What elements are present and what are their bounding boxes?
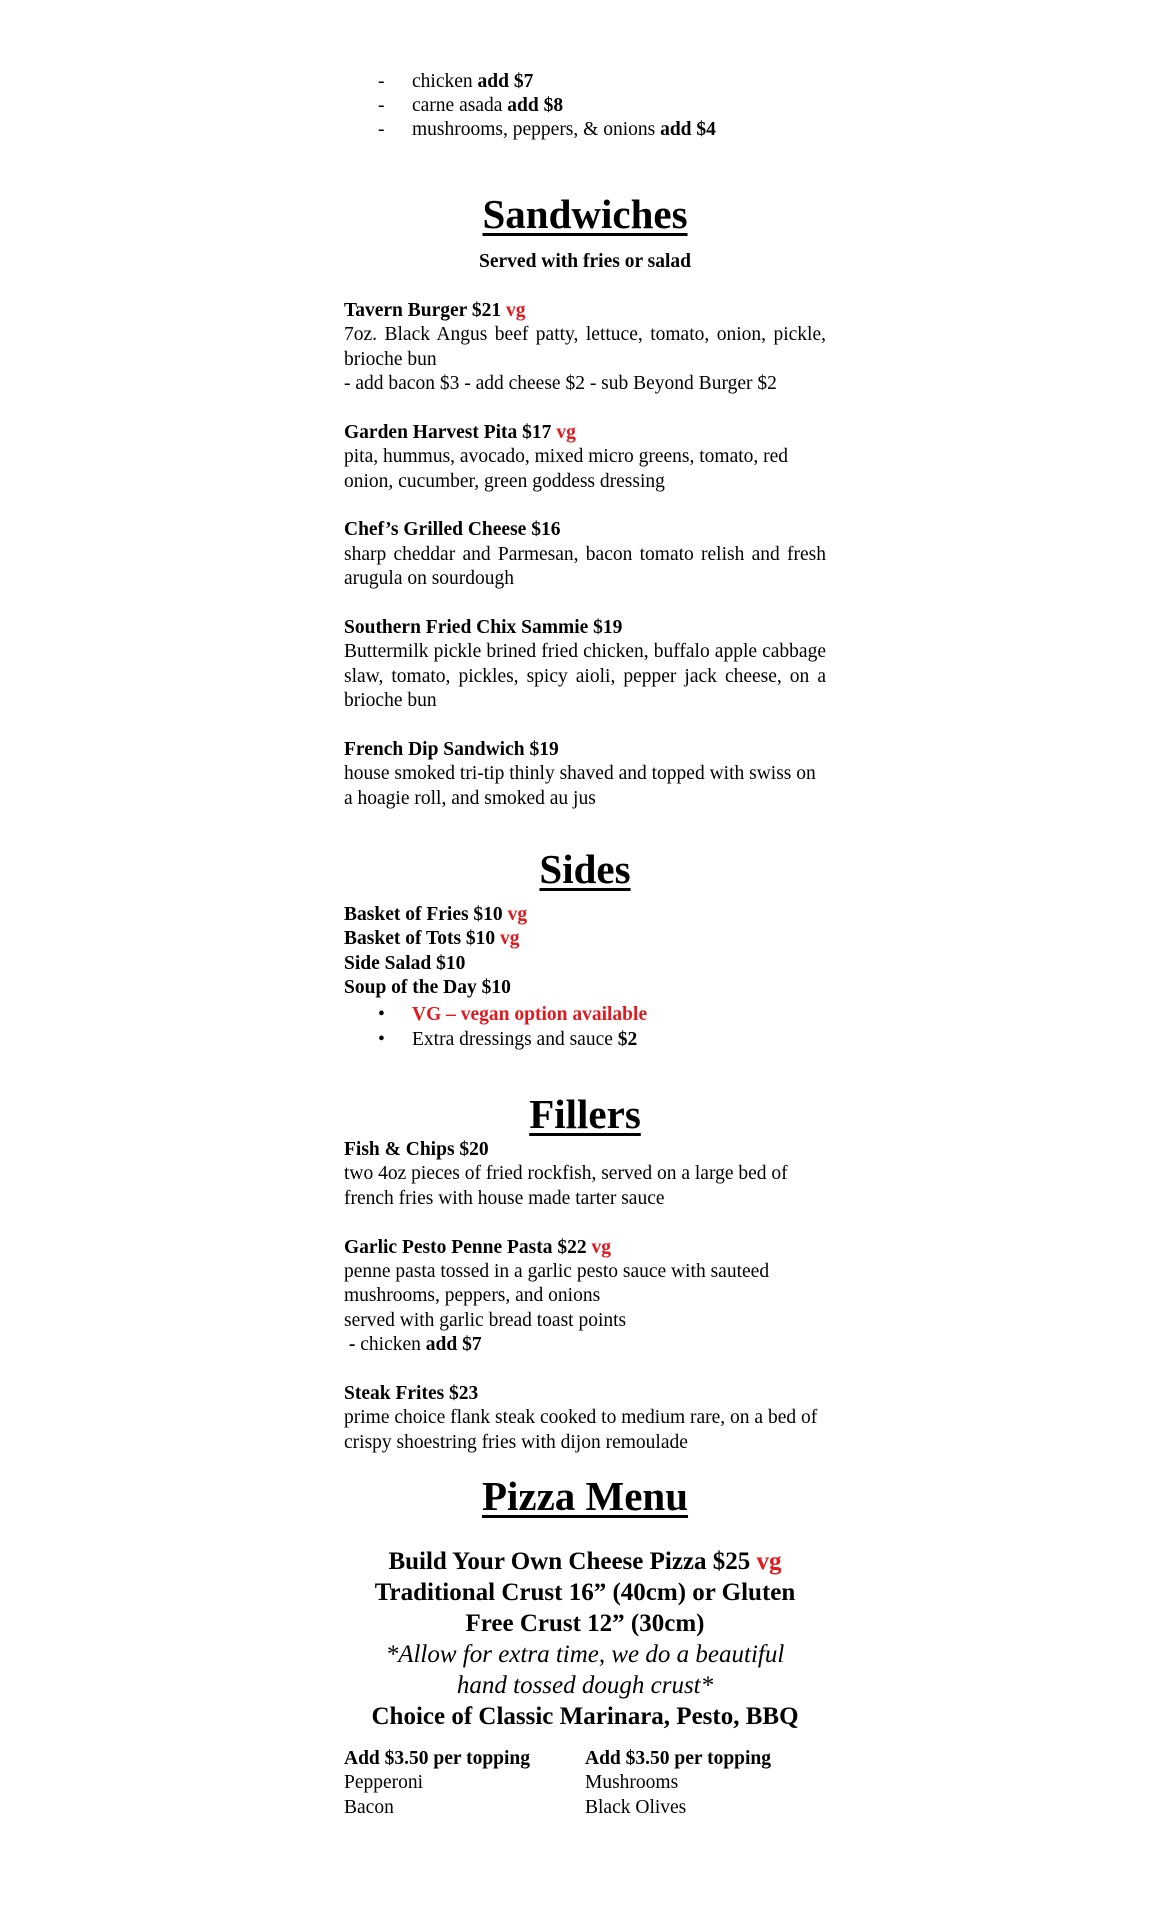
side-item: Soup of the Day $10 xyxy=(344,977,511,999)
menu-item xyxy=(344,421,826,494)
vegan-tag: vg xyxy=(756,1548,782,1575)
item-description: pita, hummus, avocado, mixed micro greens, tomato, red onion, cucumber, green goddess dressing xyxy=(344,446,789,492)
menu-item xyxy=(344,518,826,591)
sandwiches-section xyxy=(344,190,826,811)
item-title: Fish & Chips $20 xyxy=(344,1139,489,1160)
pizza-section xyxy=(344,1472,826,1820)
toppings-header: Add $3.50 per topping xyxy=(585,1748,772,1769)
item-addons: - add bacon $3 - add cheese $2 - sub Beyond Burger $2 xyxy=(344,373,777,395)
section-subtitle: Served with fries or salad xyxy=(479,251,691,272)
toppings-header: Add $3.50 per topping xyxy=(344,1748,531,1769)
item-title: French Dip Sandwich $19 xyxy=(344,739,559,761)
item-description: two 4oz pieces of fried rockfish, served on a large bed of french fries with house made tarter sauce xyxy=(344,1163,788,1209)
fillers-section xyxy=(344,1090,826,1455)
item-title: Southern Fried Chix Sammie $19 xyxy=(344,617,623,639)
dash-marker: - xyxy=(378,71,385,92)
item-title: Steak Frites $23 xyxy=(344,1383,479,1405)
addon-price: add $4 xyxy=(660,119,716,140)
vegan-tag: vg xyxy=(556,421,576,443)
bullet-marker: • xyxy=(378,1003,385,1025)
pizza-title: Build Your Own Cheese Pizza $25 xyxy=(388,1548,757,1575)
vegan-note: VG – vegan option available xyxy=(412,1003,648,1025)
addon-text: carne asada xyxy=(412,95,508,116)
sides-section xyxy=(344,845,826,1052)
item-title: Chef’s Grilled Cheese $16 xyxy=(344,519,561,541)
side-item: Side Salad $10 xyxy=(344,952,466,974)
menu-item xyxy=(344,738,826,811)
topping-item: Pepperoni xyxy=(344,1772,424,1794)
menu-item xyxy=(344,616,826,714)
item-description: 7oz. Black Angus beef patty, lettuce, tomato, onion, pickle, brioche bun xyxy=(344,324,826,370)
pizza-note: *Allow for extra time, we do a beautiful hand tossed dough crust* xyxy=(385,1641,785,1699)
menu-item xyxy=(344,299,826,397)
note-item xyxy=(344,1028,826,1052)
note-price: $2 xyxy=(617,1029,638,1051)
dash-marker: - xyxy=(378,95,385,116)
item-description: served with garlic bread toast points xyxy=(344,1309,627,1331)
item-title: Garden Harvest Pita $17 xyxy=(344,421,557,443)
dash-marker: - xyxy=(378,119,385,140)
menu-item xyxy=(344,1138,826,1211)
item-description: penne pasta tossed in a garlic pesto sauce with sauteed mushrooms, peppers, and onions xyxy=(344,1261,770,1307)
sauce-options: Choice of Classic Marinara, Pesto, BBQ xyxy=(371,1703,799,1730)
section-heading: Fillers xyxy=(529,1091,641,1137)
note-text: Extra dressings and sauce xyxy=(412,1029,618,1051)
vegan-tag: vg xyxy=(500,928,520,950)
side-item: Basket of Tots $10 xyxy=(344,928,501,950)
toppings-column-left xyxy=(344,1747,585,1820)
addon-price: add $7 xyxy=(425,1334,482,1356)
toppings-table xyxy=(344,1747,826,1820)
topping-item: Mushrooms xyxy=(585,1772,679,1794)
section-heading: Pizza Menu xyxy=(481,1473,689,1519)
toppings-column-right xyxy=(585,1747,826,1820)
vegan-tag: vg xyxy=(591,1236,611,1258)
item-title: Tavern Burger $21 xyxy=(344,299,506,321)
item-title: Garlic Pesto Penne Pasta $22 xyxy=(344,1236,592,1258)
item-description: sharp cheddar and Parmesan, bacon tomato relish and fresh arugula on sourdough xyxy=(344,543,826,590)
addon-text: chicken xyxy=(360,1334,426,1356)
topping-item: Black Olives xyxy=(585,1796,687,1818)
section-heading: Sandwiches xyxy=(482,191,688,237)
topping-item: Bacon xyxy=(344,1796,394,1818)
menu-item xyxy=(344,1382,826,1455)
bullet-marker: • xyxy=(378,1029,385,1051)
addon-text: chicken xyxy=(412,71,478,92)
addon-price: add $7 xyxy=(477,71,534,92)
item-description: prime choice flank steak cooked to medium rare, on a bed of crispy shoestring fries with dijon remoulade xyxy=(344,1407,818,1453)
addon-text: mushrooms, peppers, & onions xyxy=(412,119,661,140)
addon-dash: - xyxy=(344,1334,361,1356)
menu-item xyxy=(344,1236,826,1358)
item-description: Buttermilk pickle brined fried chicken, buffalo apple cabbage slaw, tomato, pickles, spicy aioli, pepper jack cheese, on a brioche bun xyxy=(344,641,826,712)
section-heading: Sides xyxy=(539,846,631,892)
item-description: house smoked tri-tip thinly shaved and topped with swiss on a hoagie roll, and smoked au jus xyxy=(344,763,816,809)
crust-options: Traditional Crust 16” (40cm) or Gluten Free Crust 12” (30cm) xyxy=(374,1579,796,1637)
vegan-tag: vg xyxy=(507,904,528,925)
vegan-tag: vg xyxy=(505,299,526,321)
note-item xyxy=(344,1003,826,1027)
side-item: Basket of Fries $10 xyxy=(344,904,508,925)
addon-price: add $8 xyxy=(507,95,564,116)
